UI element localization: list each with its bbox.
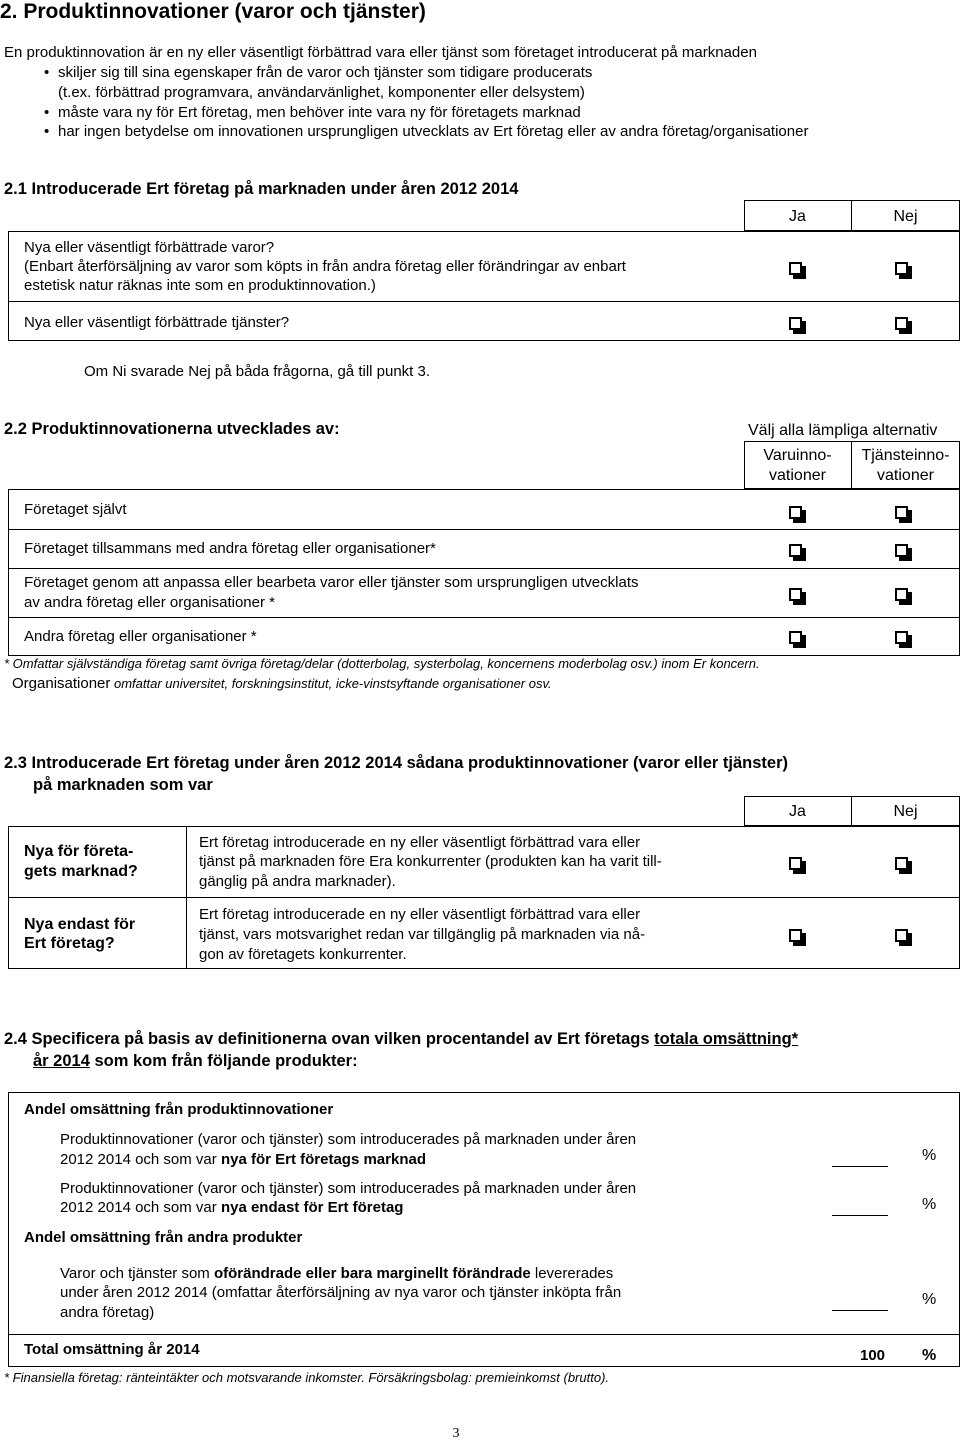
s21-q1-line3: estetisk natur räknas inte som en produktinnovation.)	[24, 277, 376, 294]
s22-row-2-tjanst-checkbox[interactable]	[895, 544, 908, 557]
s21-q1-line1: Nya eller väsentligt förbättrade varor?	[24, 239, 275, 256]
s22-row-4: Andra företag eller organisationer *	[24, 628, 257, 645]
s22-col-tjanst-l1: Tjänsteinno-	[861, 447, 950, 464]
s23-col-ja: Ja	[789, 803, 806, 820]
s21-q1-nej-checkbox[interactable]	[895, 262, 908, 275]
s24-r3-l1: Varor och tjänster som oförändrade eller bara marginellt förändrade levererades	[60, 1265, 614, 1282]
s22-row-3-line2: av andra företag eller organisationer *	[24, 594, 275, 611]
s21-skip-note: Om Ni svarade Nej på båda frågorna, gå till punkt 3.	[84, 363, 431, 380]
s23-col-nej: Nej	[893, 803, 918, 820]
s22-col-tjanst-l2: vationer	[877, 467, 934, 484]
s22-divider-2	[8, 568, 960, 569]
s23-r1-ja-checkbox[interactable]	[789, 857, 802, 870]
s22-row-2-varu-checkbox[interactable]	[789, 544, 802, 557]
s22-hint: Välj alla lämpliga alternativ	[748, 422, 938, 439]
s21-q2-nej-checkbox[interactable]	[895, 317, 908, 330]
intro-text: En produktinnovation är en ny eller väsentligt förbättrad vara eller tjänst som företaget introducerat på marknaden	[4, 44, 757, 61]
s24-subheading-2: Andel omsättning från andra produkter	[24, 1229, 303, 1246]
s23-col-divider	[186, 826, 187, 969]
s21-q1-line2: (Enbart återförsäljning av varor som köpts in från andra företag eller förändringar av enbart	[24, 258, 626, 275]
s22-divider-3	[8, 617, 960, 618]
s24-total-value: 100	[860, 1347, 886, 1364]
s21-col-ja: Ja	[789, 208, 806, 225]
page-number: 3	[452, 1426, 460, 1441]
s23-r2-label-l1: Nya endast för	[24, 916, 136, 933]
s24-r3-l2: under åren 2012 2014 (omfattar återförsäljning av nya varor och tjänster inköpta från	[60, 1284, 622, 1301]
s21-row-divider	[8, 301, 960, 302]
s24-footnote: * Finansiella företag: ränteintäkter och motsvarande inkomster. Försäkringsbolag: premieinkomst (brutto).	[4, 1370, 610, 1385]
intro-bullet-3: • har ingen betydelse om innovationen ursprungligen utvecklats av Ert företag eller av andra företag/organisationer	[44, 123, 809, 140]
s23-r2-label-l2: Ert företag?	[24, 935, 115, 952]
s21-q2-ja-checkbox[interactable]	[789, 317, 802, 330]
s22-row-4-varu-checkbox[interactable]	[789, 631, 802, 644]
s24-r2-input-line[interactable]	[832, 1215, 888, 1216]
section-2-3-heading-l2: på marknaden som var	[33, 776, 213, 794]
s24-total-divider	[8, 1334, 960, 1335]
s24-r2-l1: Produktinnovationer (varor och tjänster) som introducerades på marknaden under åren	[60, 1180, 637, 1197]
s23-r1-label-l1: Nya för företa-	[24, 843, 134, 860]
s24-subheading-1: Andel omsättning från produktinnovationer	[24, 1101, 334, 1118]
s24-r1-input-line[interactable]	[832, 1166, 888, 1167]
section-2-3-heading-l1: 2.3 Introducerade Ert företag under åren 2012 2014 sådana produktinnovationer (varor eller tjänster)	[4, 754, 788, 772]
s24-r1-l2: 2012 2014 och som var nya för Ert företags marknad	[60, 1151, 426, 1168]
s24-r1-pct: %	[922, 1147, 937, 1164]
s22-row-3-line1: Företaget genom att anpassa eller bearbeta varor eller tjänster som ursprungligen utvecklats	[24, 574, 639, 591]
s23-r2-ja-checkbox[interactable]	[789, 929, 802, 942]
section-2-1-heading: 2.1 Introducerade Ert företag på marknaden under åren 2012 2014	[4, 180, 519, 198]
s23-r2-text-l3: gon av företagets konkurrenter.	[199, 946, 407, 963]
s23-r2-nej-checkbox[interactable]	[895, 929, 908, 942]
intro-bullet-2: • måste vara ny för Ert företag, men behöver inte vara ny för företagets marknad	[44, 104, 581, 121]
s24-r2-l2: 2012 2014 och som var nya endast för Ert företag	[60, 1199, 404, 1216]
s23-r2-text-l2: tjänst, vars motsvarighet redan var tillgänglig på marknaden via nå-	[199, 926, 646, 943]
s24-total-label: Total omsättning år 2014	[24, 1341, 200, 1358]
s22-row-3-varu-checkbox[interactable]	[789, 588, 802, 601]
s22-row-2: Företaget tillsammans med andra företag eller organisationer*	[24, 540, 436, 557]
s21-q2: Nya eller väsentligt förbättrade tjänster?	[24, 314, 290, 331]
s23-r1-nej-checkbox[interactable]	[895, 857, 908, 870]
s23-row-divider	[8, 897, 960, 898]
s22-row-4-tjanst-checkbox[interactable]	[895, 631, 908, 644]
intro-bullet-1-cont: (t.ex. förbättrad programvara, användarvänlighet, komponenter eller delsystem)	[58, 84, 585, 101]
s22-footnote-2: Organisationer omfattar universitet, forskningsinstitut, icke-vinstsyftande organisationer osv.	[12, 675, 552, 692]
s22-row-1-tjanst-checkbox[interactable]	[895, 506, 908, 519]
s24-r3-input-line[interactable]	[832, 1310, 888, 1311]
s23-r1-text-l2: tjänst på marknaden före Era konkurrenter (produkten kan ha varit till-	[199, 853, 662, 870]
s24-r3-pct: %	[922, 1291, 937, 1308]
s22-row-1: Företaget självt	[24, 501, 127, 518]
s24-total-pct: %	[922, 1347, 937, 1364]
s22-col-varu-l1: Varuinno-	[763, 447, 832, 464]
s22-divider-1	[8, 529, 960, 530]
s22-col-varu-l2: vationer	[769, 467, 826, 484]
intro-bullet-1: • skiljer sig till sina egenskaper från de varor och tjänster som tidigare producerats	[44, 64, 593, 81]
s24-r2-pct: %	[922, 1196, 937, 1213]
s24-r3-l3: andra företag)	[60, 1304, 155, 1321]
s21-q1-ja-checkbox[interactable]	[789, 262, 802, 275]
section-2-4-heading-l1: 2.4 Specificera på basis av definitionerna ovan vilken procentandel av Ert företags totala omsättning*	[4, 1030, 799, 1048]
section-2-2-heading: 2.2 Produktinnovationerna utvecklades av:	[4, 420, 340, 438]
s22-footnote-1: * Omfattar självständiga företag samt övriga företag/delar (dotterbolag, systerbolag, koncernens moderbolag osv.) inom Er koncern.	[4, 656, 760, 671]
s24-r1-l1: Produktinnovationer (varor och tjänster) som introducerades på marknaden under åren	[60, 1131, 637, 1148]
s22-row-3-tjanst-checkbox[interactable]	[895, 588, 908, 601]
s23-r1-text-l1: Ert företag introducerade en ny eller väsentligt förbättrad vara eller	[199, 834, 641, 851]
section-2-4-heading-l2: år 2014 som kom från följande produkter:	[33, 1052, 358, 1070]
s23-r1-text-l3: gänglig på andra marknader).	[199, 873, 396, 890]
s22-row-1-varu-checkbox[interactable]	[789, 506, 802, 519]
s21-col-nej: Nej	[893, 208, 918, 225]
s23-r2-text-l1: Ert företag introducerade en ny eller väsentligt förbättrad vara eller	[199, 906, 641, 923]
s23-r1-label-l2: gets marknad?	[24, 863, 138, 880]
page-title: 2. Produktinnovationer (varor och tjänster)	[0, 0, 426, 23]
